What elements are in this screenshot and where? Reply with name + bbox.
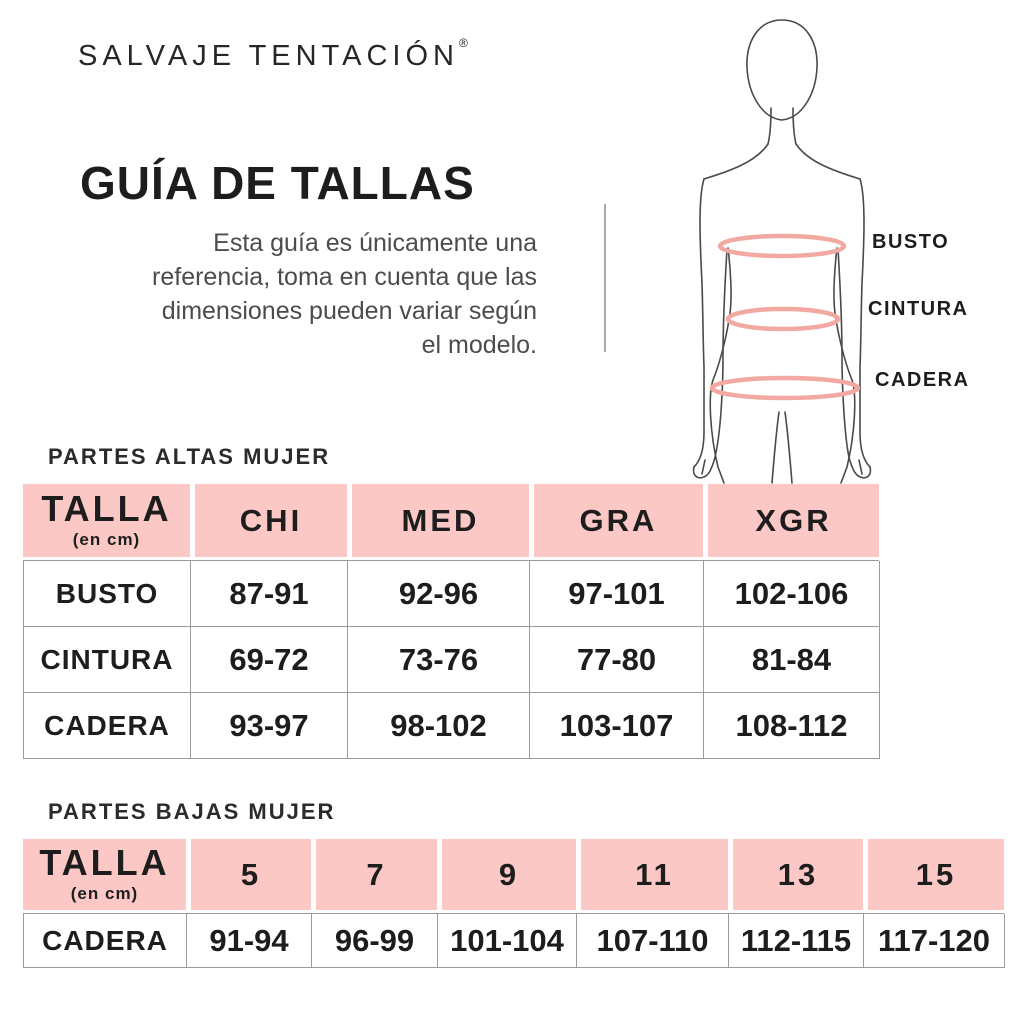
size-column-label: 13 bbox=[777, 856, 819, 892]
waist-label: CINTURA bbox=[868, 298, 969, 320]
description-line: Esta guía es únicamente una bbox=[213, 229, 537, 257]
female-body-figure bbox=[628, 12, 888, 484]
table-cell: 102-106 bbox=[704, 561, 880, 627]
table-cell: 81-84 bbox=[704, 627, 880, 693]
header-cell-talla bbox=[23, 839, 186, 910]
header-cell-xgr bbox=[703, 484, 879, 557]
lower-parts-table-body bbox=[23, 913, 1004, 968]
size-column-label: CHI bbox=[239, 502, 303, 538]
talla-label: TALLA bbox=[39, 842, 170, 883]
page-title: GUÍA DE TALLAS bbox=[80, 157, 475, 209]
size-column-label: 11 bbox=[635, 856, 674, 892]
description-line: el modelo. bbox=[421, 331, 537, 359]
hip-measure-line bbox=[712, 378, 858, 398]
size-column-label: GRA bbox=[579, 502, 658, 538]
description-line: dimensiones pueden variar según bbox=[161, 297, 537, 325]
waist-measure-line bbox=[728, 309, 838, 329]
header-cell-13 bbox=[728, 839, 863, 910]
table-cell: 91-94 bbox=[187, 914, 312, 968]
header-cell-5 bbox=[186, 839, 311, 910]
size-column-label: 9 bbox=[498, 856, 520, 892]
table-row-label: CINTURA bbox=[24, 627, 191, 693]
lower-parts-table-header bbox=[23, 839, 1004, 910]
header-cell-11 bbox=[576, 839, 728, 910]
upper-parts-table-body bbox=[23, 560, 879, 759]
talla-unit-label: (en cm) bbox=[72, 530, 141, 549]
table-cell: 73-76 bbox=[348, 627, 530, 693]
table-cell: 98-102 bbox=[348, 693, 530, 759]
size-column-label: MED bbox=[401, 502, 480, 538]
brand-logo bbox=[78, 36, 468, 73]
header-cell-chi bbox=[190, 484, 347, 557]
header-cell-talla bbox=[23, 484, 190, 557]
table-cell: 107-110 bbox=[577, 914, 729, 968]
size-column-label: XGR bbox=[755, 502, 832, 538]
table-cell: 103-107 bbox=[530, 693, 704, 759]
header-cell-med bbox=[347, 484, 529, 557]
table-cell: 108-112 bbox=[704, 693, 880, 759]
table-cell: 96-99 bbox=[312, 914, 438, 968]
talla-label: TALLA bbox=[41, 488, 172, 529]
table-row-label: BUSTO bbox=[24, 561, 191, 627]
bust-label: BUSTO bbox=[872, 231, 950, 253]
size-column-label: 5 bbox=[240, 856, 262, 892]
table-cell: 101-104 bbox=[438, 914, 577, 968]
table-cell: 87-91 bbox=[191, 561, 348, 627]
table-cell: 77-80 bbox=[530, 627, 704, 693]
table-cell: 117-120 bbox=[864, 914, 1005, 968]
description-line: referencia, toma en cuenta que las bbox=[152, 263, 537, 291]
talla-unit-label: (en cm) bbox=[70, 884, 139, 903]
table-row-label: CADERA bbox=[24, 914, 187, 968]
vertical-divider bbox=[604, 204, 606, 352]
bust-measure-line bbox=[720, 236, 844, 256]
header-cell-7 bbox=[311, 839, 437, 910]
lower-parts-section-title: PARTES BAJAS MUJER bbox=[48, 799, 336, 824]
header-cell-15 bbox=[863, 839, 1004, 910]
table-cell: 69-72 bbox=[191, 627, 348, 693]
guide-description bbox=[57, 226, 537, 362]
brand-name: SALVAJE TENTACIÓN bbox=[78, 40, 459, 72]
size-column-label: 15 bbox=[915, 856, 957, 892]
registered-trademark-symbol: ® bbox=[458, 36, 468, 50]
table-row-label: CADERA bbox=[24, 693, 191, 759]
body-outline-illustration bbox=[628, 12, 888, 484]
hip-label: CADERA bbox=[875, 369, 970, 391]
size-column-label: 7 bbox=[366, 856, 387, 892]
header-cell-9 bbox=[437, 839, 576, 910]
upper-parts-section-title: PARTES ALTAS MUJER bbox=[48, 444, 331, 469]
table-cell: 92-96 bbox=[348, 561, 530, 627]
table-cell: 97-101 bbox=[530, 561, 704, 627]
table-cell: 93-97 bbox=[191, 693, 348, 759]
table-cell: 112-115 bbox=[729, 914, 864, 968]
upper-parts-table-header bbox=[23, 484, 879, 557]
header-cell-gra bbox=[529, 484, 703, 557]
